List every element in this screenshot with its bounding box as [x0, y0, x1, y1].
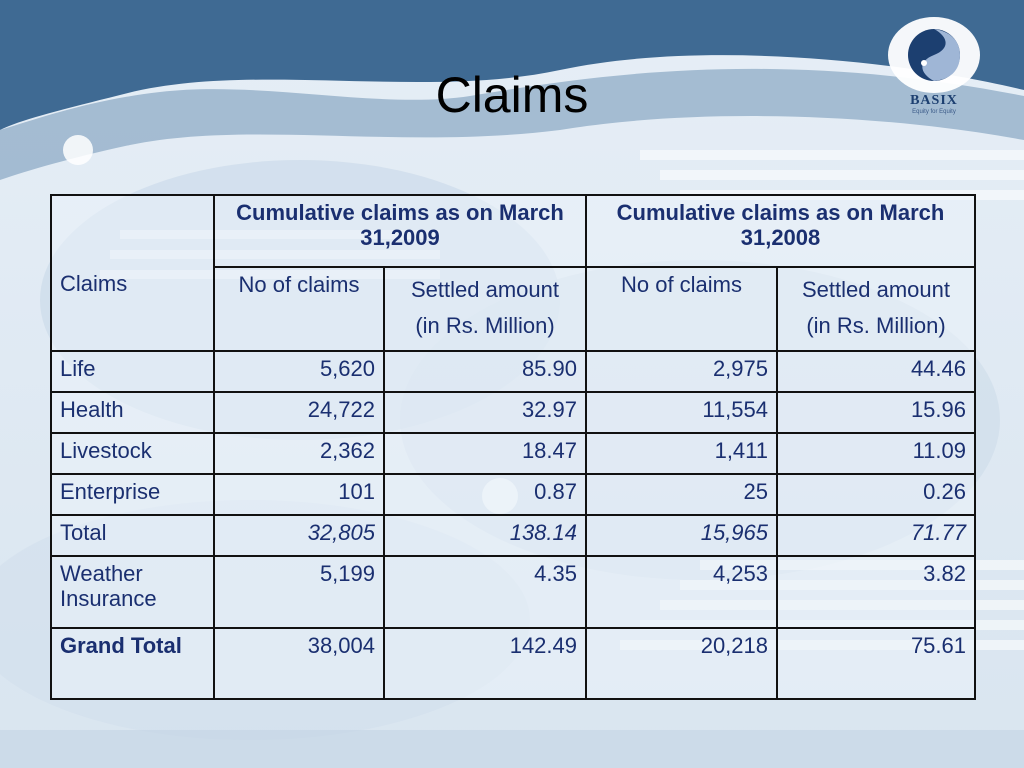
settled-amount-2008: 15.96	[777, 392, 975, 433]
no-claims-2008: 2,975	[586, 351, 777, 392]
settled-amount-2008: 11.09	[777, 433, 975, 474]
settled-amount-2008: 0.26	[777, 474, 975, 515]
claims-table	[50, 194, 976, 700]
settled-amount-2008-line2: (in Rs. Million)	[806, 313, 946, 339]
settled-amount-2009: 18.47	[384, 433, 586, 474]
sub-header-row	[51, 267, 975, 351]
header-2008: Cumulative claims as on March 31,2008	[586, 195, 975, 267]
empty-header-cell	[51, 195, 214, 267]
settled-amount-2009: 4.35	[384, 556, 586, 628]
no-claims-2008: 20,218	[586, 628, 777, 699]
settled-amount-2008: 3.82	[777, 556, 975, 628]
settled-amount-2009: 0.87	[384, 474, 586, 515]
settled-amount-2009-line2: (in Rs. Million)	[415, 313, 555, 339]
no-claims-2009: 2,362	[214, 433, 384, 474]
settled-amount-2008: 71.77	[777, 515, 975, 556]
settled-amount-2009-header	[384, 267, 586, 351]
logo-name: BASIX	[910, 93, 958, 108]
row-label: Life	[51, 351, 214, 392]
grand-total-row	[51, 628, 975, 699]
header-2009: Cumulative claims as on March 31,2009	[214, 195, 586, 267]
logo-tagline: Equity for Equity	[912, 109, 956, 115]
no-claims-2009: 38,004	[214, 628, 384, 699]
no-claims-2008: 4,253	[586, 556, 777, 628]
settled-amount-2009: 138.14	[384, 515, 586, 556]
row-label: Grand Total	[51, 628, 214, 699]
no-claims-2009: 5,620	[214, 351, 384, 392]
slide-title: Claims	[435, 67, 589, 123]
row-label: Enterprise	[51, 474, 214, 515]
no-claims-2008: 11,554	[586, 392, 777, 433]
settled-amount-2009: 32.97	[384, 392, 586, 433]
table-row	[51, 556, 975, 628]
settled-amount-2009-line1: Settled amount	[411, 277, 559, 302]
settled-amount-2008: 44.46	[777, 351, 975, 392]
table-row	[51, 392, 975, 433]
no-claims-2008: 25	[586, 474, 777, 515]
settled-amount-2008-line1: Settled amount	[802, 277, 950, 302]
settled-amount-2009: 85.90	[384, 351, 586, 392]
no-claims-2009: 24,722	[214, 392, 384, 433]
no-claims-2009: 101	[214, 474, 384, 515]
no-claims-2008: 1,411	[586, 433, 777, 474]
no-claims-2008: 15,965	[586, 515, 777, 556]
row-label: Livestock	[51, 433, 214, 474]
claims-column-header: Claims	[51, 267, 214, 351]
settled-amount-2008: 75.61	[777, 628, 975, 699]
row-label: Total	[51, 515, 214, 556]
no-claims-2009: 5,199	[214, 556, 384, 628]
settled-amount-2009: 142.49	[384, 628, 586, 699]
table-row	[51, 474, 975, 515]
settled-amount-2008-header	[777, 267, 975, 351]
table-row	[51, 351, 975, 392]
group-header-row	[51, 195, 975, 267]
no-claims-2009-header: No of claims	[214, 267, 384, 351]
row-label: Health	[51, 392, 214, 433]
table-row	[51, 433, 975, 474]
no-claims-2009: 32,805	[214, 515, 384, 556]
row-label: Weather Insurance	[51, 556, 214, 628]
total-row	[51, 515, 975, 556]
no-claims-2008-header: No of claims	[586, 267, 777, 351]
